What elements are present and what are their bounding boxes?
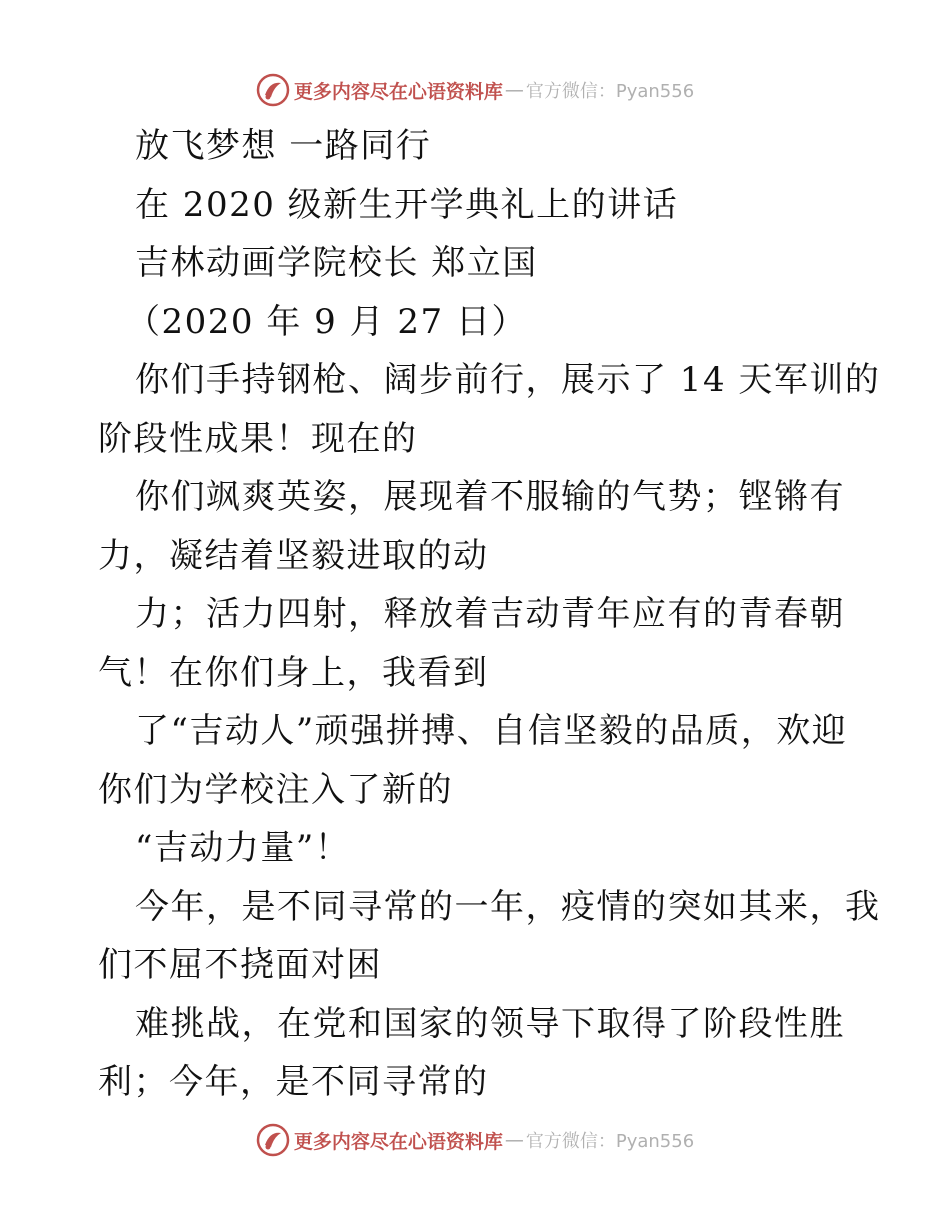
body-line: 力；活力四射，释放着吉动青年应有的青春朝: [135, 594, 845, 634]
brand-logo-icon: [256, 1123, 290, 1157]
body-line: 你们手持钢枪、阔步前行，展示了 14 天军训的: [135, 360, 881, 400]
body-line: 们不屈不挠面对困: [98, 945, 382, 985]
body-line: 难挑战，在党和国家的领导下取得了阶段性胜: [135, 1003, 845, 1044]
watermark-sub-text: 官方微信：Pyan556: [525, 1131, 695, 1152]
document-date: （2020 年 9 月 27 日）: [126, 301, 527, 342]
body-line: 你们飒爽英姿，展现着不服输的气势；铿锵有: [135, 477, 845, 517]
body-line: 气！在你们身上，我看到: [98, 652, 489, 693]
body-line: 你们为学校注入了新的: [98, 769, 453, 810]
body-line: “吉动力量”！: [135, 828, 351, 868]
watermark-dash: —: [504, 79, 524, 101]
body-line: 力，凝结着坚毅进取的动: [98, 535, 489, 576]
body-line: 阶段性成果！现在的: [98, 418, 418, 459]
document-body: [98, 117, 881, 1112]
watermark-main-text: 更多内容尽在心语资料库: [293, 1130, 503, 1153]
body-line: 今年，是不同寻常的一年，疫情的突如其来，我: [135, 886, 881, 927]
header-watermark: [0, 73, 950, 107]
watermark-sub-text: 官方微信：Pyan556: [525, 81, 695, 102]
document-title: 放飞梦想 一路同行: [135, 126, 432, 166]
watermark-dash: —: [504, 1129, 524, 1151]
document-author: 吉林动画学院校长 郑立国: [135, 243, 538, 283]
watermark-main-text: 更多内容尽在心语资料库: [293, 80, 503, 103]
document-subtitle: 在 2020 级新生开学典礼上的讲话: [135, 184, 679, 225]
body-line: 了“吉动人”顽强拼搏、自信坚毅的品质，欢迎: [135, 711, 848, 751]
brand-logo-icon: [256, 73, 290, 107]
footer-watermark: [0, 1123, 950, 1157]
body-line: 利；今年，是不同寻常的: [98, 1062, 489, 1102]
